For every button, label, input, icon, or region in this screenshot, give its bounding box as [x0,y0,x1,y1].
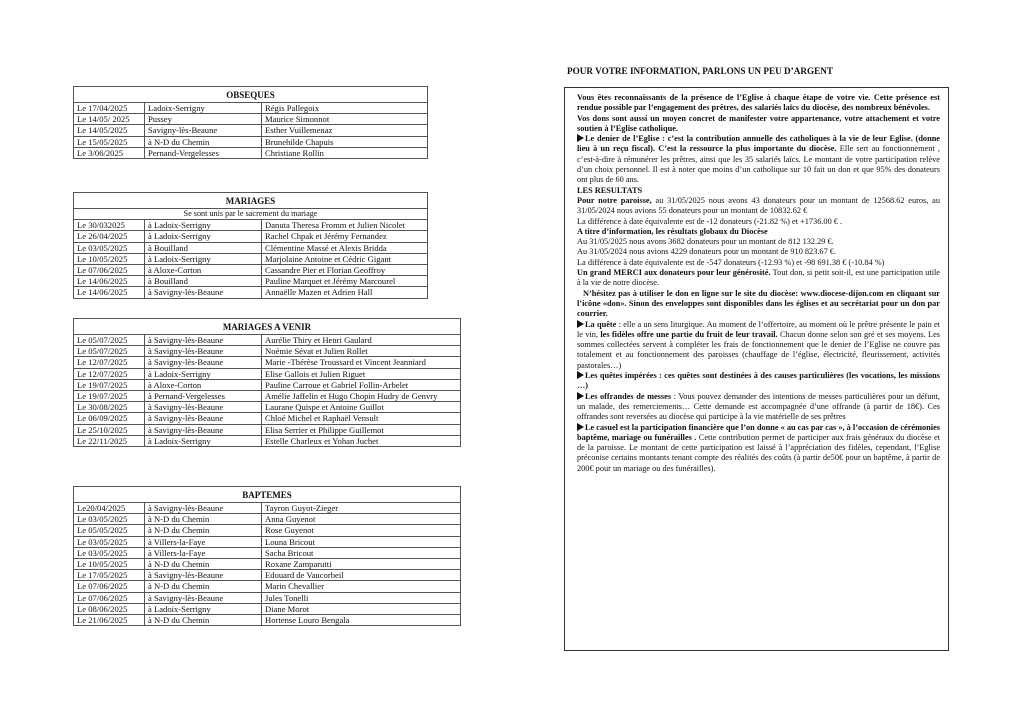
name-cell: Diane Morot [262,603,461,614]
name-cell: Sacha Bricout [262,547,461,558]
name-cell: Louna Bricout [262,536,461,547]
name-cell: Christiane Rollin [262,147,428,158]
name-cell: Roxane Zamparutti [262,559,461,570]
name-cell: Annaëlle Mazen et Adrien Hall [262,287,428,298]
table-row [74,103,428,114]
date-cell: Le 05/05/2025 [74,525,145,536]
quete-bold-2: les fidèles offre une partie du fruit de leur travail. [598,329,778,339]
diocese-2024: Au 31/05/2024 nous avions 4229 donateurs pour un montant de 910 823.67 €. [577,247,837,257]
diocese-difference: La différence à date équivalente est de -547 donateurs (-12.93 %) et -98 691.38 € (-10.84 %) [577,257,885,267]
date-cell: Le 14/06/2025 [74,287,145,298]
place-cell: à Savigny-lès-Beaune [145,335,262,346]
place-cell: à N-D du Chemin [145,559,262,570]
place-cell: à Savigny-lès-Beaune [145,402,262,413]
place-cell: à N-D du Chemin [145,136,262,147]
name-cell: Jules Tonelli [262,592,461,603]
imperees-text: Les quêtes impérées : ces quêtes sont destinées à des causes particulières (les vocations, les missions …) [577,371,940,391]
table-row [74,435,461,446]
date-cell: Le 07/06/2025 [74,581,145,592]
table-row [74,346,461,357]
name-cell: Hortense Louro Bengala [262,615,461,626]
info-box [564,87,949,651]
place-cell: à Bouilland [145,276,262,287]
place-cell: à Savigny-lès-Beaune [145,503,262,514]
table-row [74,424,461,435]
date-cell: Le 19/07/2025 [74,379,145,390]
merci-bold: Un grand MERCI aux donateurs pour leur générosité. [577,268,771,278]
quete-text-2: Chacun donne selon son gré et ses moyens. Les sommes collectées servent à compléter les frais de fonctionnement que le denier de l’Eglise ne couvre pas totalement et au fonctionnement des paroisses (chauffage de l’église, électricité, fleurissement, activités pastorales…) [577,329,940,370]
baptemes-table [73,486,461,626]
name-cell: Tayron Guyot-Zieger [262,503,461,514]
date-cell: Le 30/08/2025 [74,402,145,413]
casuel-text: Cette contribution permet de participer aux frais généraux du diocèse et de la paroisse. Le montant de cette participation est laissé à l’appréciation des fidèles, cependant, l’Eglise préconise certains montants tenant compte des réalités des coûts (à partir de50€ pour un baptême, à partir de 200€ pour un mariage ou des funérailles). [577,432,941,473]
mariages-subtitle: Se sont unis par le sacrement du mariage [74,209,428,220]
place-cell: à N-D du Chemin [145,525,262,536]
place-cell: à N-D du Chemin [145,581,262,592]
date-cell: Le 19/07/2025 [74,391,145,402]
quete-paragraph [577,320,940,371]
arrow-icon [577,423,584,431]
name-cell: Régis Pallegoix [262,103,428,114]
name-cell: Aurélie Thiry et Henri Gaulard [262,335,461,346]
table-row [74,220,428,231]
name-cell: Brunehilde Chapuis [262,136,428,147]
place-cell: à Savigny-lès-Beaune [145,570,262,581]
intro-paragraph-2: Vos dons sont aussi un moyen concret de manifester votre appartenance, votre attachement et votre soutien à l’Eglise catholique. [577,113,940,133]
place-cell: à N-D du Chemin [145,514,262,525]
date-cell: Le 10/05/2025 [74,253,145,264]
place-cell: à Villers-la-Faye [145,547,262,558]
place-cell: à Bouilland [145,242,262,253]
obseques-title: OBSEQUES [74,87,428,103]
place-cell: Savigny-lès-Beaune [145,125,262,136]
table-row [74,402,461,413]
table-row [74,231,428,242]
date-cell: Le 12/07/2025 [74,368,145,379]
messes-bold: Les offrandes de messes [585,391,672,401]
casuel-paragraph [577,423,940,474]
name-cell: Chloé Michel et Raphaël Vensult [262,413,461,424]
date-cell: Le 14/05/ 2025 [74,114,145,125]
table-row [74,114,428,125]
place-cell: à Ladoix-Serrigny [145,435,262,446]
table-row [74,242,428,253]
date-cell: Le 30/032025 [74,220,145,231]
table-row [74,547,461,558]
table-row [74,136,428,147]
date-cell: Le 05/07/2025 [74,346,145,357]
table-row [74,391,461,402]
date-cell: Le 22/11/2025 [74,435,145,446]
paroisse-paragraph [577,196,940,217]
name-cell: Edouard de Vaucorbeil [262,570,461,581]
online-paragraph: N’hésitez pas à utiliser le don en ligne sur le site du diocèse: www.diocese-dijon.com en cliquant sur l’icône «don». Sinon des enveloppes sont disponibles dans les églises et au secrétariat pour un don par courrier. [577,288,940,319]
place-cell: à Savigny-lès-Beaune [145,424,262,435]
mariages-title: MARIAGES [74,193,428,209]
diocese-heading: A titre d’information, les résultats globaux du Diocèse [577,226,768,236]
date-cell: Le 3/06/2025 [74,147,145,158]
name-cell: Marjolaine Antoine et Cédric Gigant [262,253,428,264]
date-cell: Le 21/06/2025 [74,615,145,626]
name-cell: Rose Guyenot [262,525,461,536]
date-cell: Le 15/05/2025 [74,136,145,147]
name-cell: Esther Vuillemenaz [262,125,428,136]
date-cell: Le 25/10/2025 [74,424,145,435]
messes-paragraph [577,392,940,423]
name-cell: Anna Guyenot [262,514,461,525]
name-cell: Elise Gallois et Julien Riguet [262,368,461,379]
place-cell: Pussey [145,114,262,125]
mariages-a-venir-title: MARIAGES A VENIR [74,319,461,335]
date-cell: Le 03/05/2025 [74,547,145,558]
place-cell: Pernand-Vergelesses [145,147,262,158]
arrow-icon [577,371,584,379]
casuel-bold: Le casuel est la participation financière que l’on donne « au cas par cas », à l’occasion de cérémonies baptême, mariage ou funérailles . [577,422,940,442]
obseques-table [73,86,428,159]
table-row [74,357,461,368]
baptemes-title: BAPTEMES [74,487,461,503]
table-row [74,559,461,570]
place-cell: Ladoix-Serrigny [145,103,262,114]
arrow-icon [577,320,584,328]
table-row [74,147,428,158]
name-cell: Clémentine Massé et Alexis Bridda [262,242,428,253]
date-cell: Le 17/05/2025 [74,570,145,581]
table-row [74,570,461,581]
place-cell: à Savigny-lès-Beaune [145,357,262,368]
name-cell: Danuta Theresa Fromm et Julien Nicolet [262,220,428,231]
place-cell: à Ladoix-Serrigny [145,220,262,231]
date-cell: Le 14/06/2025 [74,276,145,287]
table-row [74,592,461,603]
date-cell: Le 06/09/2025 [74,413,145,424]
place-cell: à Ladoix-Serrigny [145,368,262,379]
denier-paragraph [577,134,940,185]
date-cell: Le 10/05/2025 [74,559,145,570]
table-row [74,368,461,379]
diocese-2025: Au 31/05/2025 nous avons 3682 donateurs pour un montant de 812 132.29 €. [577,237,834,247]
name-cell: Marie -Thérèse Troussard et Vincent Jeanniard [262,357,461,368]
name-cell: Laurane Quispe et Antoine Guillot [262,402,461,413]
date-cell: Le 12/07/2025 [74,357,145,368]
place-cell: à Villers-la-Faye [145,536,262,547]
name-cell: Elisa Serrier et Philippe Guillemot [262,424,461,435]
place-cell: à Savigny-lès-Beaune [145,346,262,357]
table-row [74,413,461,424]
date-cell: Le20/04/2025 [74,503,145,514]
table-row [74,276,428,287]
merci-text: Tout don, si petit soit-il, est une participation utile à la vie de notre diocèse. [577,268,940,288]
name-cell: Cassandre Pier et Florian Geoffroy [262,265,428,276]
paroisse-text: au 31/05/2025 nous avons 43 donateurs pour un montant de 12568.62 euros, au 31/05/2024 nous avions 55 donateurs pour un montant de 10832.62 € [577,195,940,216]
name-cell: Rachel Chpak et Jérémy Fernandez [262,231,428,242]
quete-bold: La quête [585,319,617,329]
arrow-icon [577,134,584,142]
intro-paragraph: Vous êtes reconnaissants de la présence de l’Eglise à chaque étape de votre vie. Cette présence est rendue possible par l’engagement des prêtres, des salariés laïcs du diocèse, des nombreux bénévoles. [577,93,940,113]
table-row [74,536,461,547]
denier-bold: Le denier de l’Eglise : c’est la contribution annuelle des catholiques à la vie de leur Eglise. (donne lieu à un reçu fiscal). C’est la ressource la plus importante du diocèse. [577,134,940,154]
table-row [74,603,461,614]
table-row [74,253,428,264]
place-cell: à N-D du Chemin [145,615,262,626]
table-row [74,503,461,514]
date-cell: Le 03/05/2025 [74,514,145,525]
date-cell: Le 03/05/2025 [74,242,145,253]
date-cell: Le 14/05/2025 [74,125,145,136]
place-cell: à Ladoix-Serrigny [145,603,262,614]
mariages-a-venir-table [73,318,461,447]
imperees-paragraph [577,371,940,392]
paroisse-bold: Pour notre paroisse, [577,195,652,205]
place-cell: à Ladoix-Serrigny [145,231,262,242]
table-row [74,525,461,536]
messes-text: : Vous pouvez demander des intentions de messes particulières pour un défunt, un malade, des remerciements… Cette demande est accompagnée d’une offrande (à partir de 18€). Ces offrandes sont reversées au diocèse qui participe à la vie matérielle de ses prêtres [577,391,940,422]
table-row [74,287,428,298]
name-cell: Maurice Simonnot [262,114,428,125]
mariages-table [73,192,428,299]
place-cell: à Savigny-lès-Beaune [145,592,262,603]
name-cell: Estelle Charleux et Yohan Juchet [262,435,461,446]
name-cell: Amélie Jaffelin et Hugo Chopin Hudry de Genvry [262,391,461,402]
results-heading: LES RESULTATS [577,185,643,195]
name-cell: Pauline Marquet et Jérémy Marcourel [262,276,428,287]
denier-text: Elle sert au fonctionnement , c’est-à-dire à rémunérer les prêtres, ainsi que les 35 salariés laïcs. Le montant de votre participation relève d’un choix personnel. Il est à noter que moins d’un catholique sur 10 fait un don et que 95% des donateurs ont plus de 60 ans. [577,144,941,185]
place-cell: à Ladoix-Serrigny [145,253,262,264]
table-row [74,514,461,525]
info-heading: POUR VOTRE INFORMATION, PARLONS UN PEU D’ARGENT [567,66,834,76]
table-row [74,265,428,276]
merci-paragraph [577,268,940,289]
name-cell: Marin Chevallier [262,581,461,592]
date-cell: Le 07/06/2025 [74,592,145,603]
table-row [74,615,461,626]
date-cell: Le 05/07/2025 [74,335,145,346]
date-cell: Le 26/04/2025 [74,231,145,242]
date-cell: Le 17/04/2025 [74,103,145,114]
paroisse-difference: La différence à date équivalente est de -12 donateurs (-21.82 %) et +1736.00 € . [577,216,843,226]
table-row [74,581,461,592]
quete-text: : elle a un sens liturgique. Au moment de l’offertoire, au moment où le prêtre présente le pain et le vin, [577,319,940,339]
date-cell: Le 03/05/2025 [74,536,145,547]
table-row [74,125,428,136]
name-cell: Noémie Sévat et Julien Rollet [262,346,461,357]
place-cell: à Pernand-Vergelesses [145,391,262,402]
table-row [74,379,461,390]
place-cell: à Savigny-lès-Beaune [145,413,262,424]
table-row [74,335,461,346]
place-cell: à Aloxe-Corton [145,379,262,390]
date-cell: Le 07/06/2025 [74,265,145,276]
place-cell: à Savigny-lès-Beaune [145,287,262,298]
name-cell: Pauline Carroue et Gabriel Follin-Arbelet [262,379,461,390]
date-cell: Le 08/06/2025 [74,603,145,614]
place-cell: à Aloxe-Corton [145,265,262,276]
arrow-icon [577,392,584,400]
